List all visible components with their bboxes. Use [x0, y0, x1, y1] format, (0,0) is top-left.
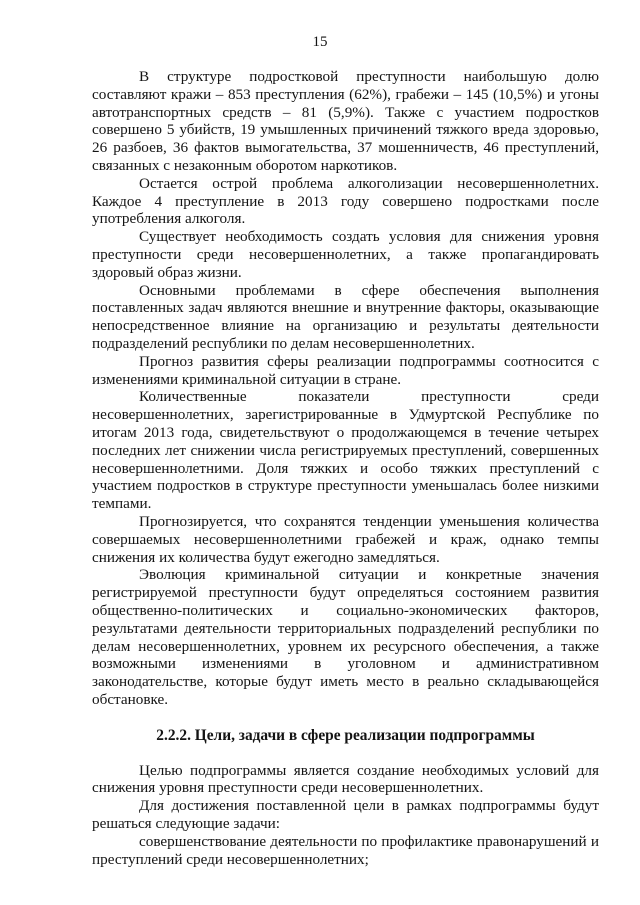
- section-goals-tasks: [92, 762, 599, 869]
- section-heading-goals: 2.2.2. Цели, задачи в сфере реализации подпрограммы: [156, 726, 535, 744]
- paragraph-tasks-intro: Для достижения поставленной цели в рамках подпрограммы будут решаться следующие задачи:: [92, 797, 599, 833]
- section-crime-overview: [92, 68, 599, 709]
- paragraph-main-problems: Основными проблемами в сфере обеспечения выполнения поставленных задач являются внешние и внутренние факторы, оказывающие непосредственное влияние на организацию и результаты деятельности подразделений республики по делам несовершеннолетних.: [92, 281, 599, 352]
- paragraph-crime-structure: В структуре подростковой преступности наибольшую долю составляют кражи – 853 преступления (62%), грабежи – 145 (10,5%) и угоны автотранспортных средств – 81 (5,9%). Также с участием подростков совершено 5 убийств, 19 умышленных причинений тяжкого вреда здоровью, 26 разбоев, 36 фактов вымогательства, 37 мошенничеств, 46 преступлений, связанных с незаконным оборотом наркотиков.: [92, 68, 599, 174]
- paragraph-alcohol-problem: Остается острой проблема алкоголизации несовершеннолетних. Каждое 4 преступление в 2013 году совершено подростками после употребления алкоголя.: [92, 174, 599, 228]
- paragraph-evolution-situation: Эволюция криминальной ситуации и конкретные значения регистрируемой преступности будут определяться состоянием развития общественно-политических и социально-экономических факторов, результатами деятельности территориальных подразделений республики по делам несовершеннолетних, уровнем их ресурсного обеспечения, а также возможными изменениями в уголовном и административном законодательстве, которые будут иметь место в реально складывающейся обстановке.: [92, 566, 599, 708]
- paragraph-forecast-trends: Прогнозируется, что сохранятся тенденции уменьшения количества совершаемых несовершеннолетними грабежей и краж, однако темпы снижения их количества будут ежегодно замедляться.: [92, 512, 599, 566]
- paragraph-task-prevention: совершенствование деятельности по профилактике правонарушений и преступлений среди несовершеннолетних;: [92, 832, 599, 868]
- paragraph-quantitative-indicators: Количественные показатели преступности среди несовершеннолетних, зарегистрированные в Удмуртской Республике по итогам 2013 года, свидетельствуют о продолжающемся в течение четырех последних лет снижении числа регистрируемых преступлений, совершенных несовершеннолетними. Доля тяжких и особо тяжких преступлений с участием подростков в структуре преступности уменьшалась более низкими темпами.: [92, 388, 599, 513]
- paragraph-necessity-conditions: Существует необходимость создать условия для снижения уровня преступности среди несовершеннолетних, а также пропагандировать здоровый образ жизни.: [92, 228, 599, 281]
- paragraph-forecast-relation: Прогноз развития сферы реализации подпрограммы соотносится с изменениями криминальной ситуации в стране.: [92, 352, 599, 388]
- document-body: [92, 68, 599, 868]
- page-number: 15: [312, 34, 328, 50]
- paragraph-goal: Целью подпрограммы является создание необходимых условий для снижения уровня преступности среди несовершеннолетних.: [92, 761, 599, 797]
